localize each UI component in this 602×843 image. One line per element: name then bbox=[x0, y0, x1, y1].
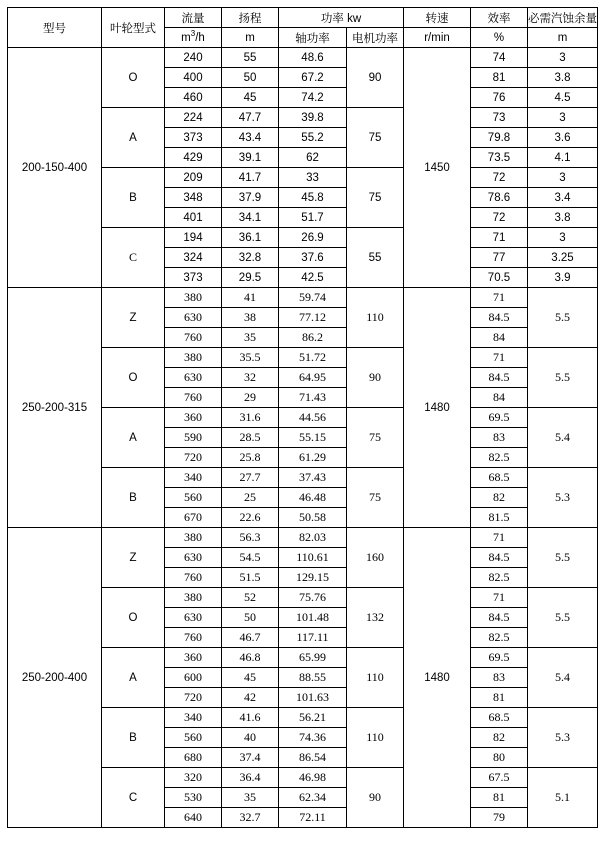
head-cell: 46.8 bbox=[222, 648, 279, 668]
head-cell: 41 bbox=[222, 288, 279, 308]
flow-cell: 680 bbox=[165, 748, 222, 768]
npsh-cell: 5.3 bbox=[528, 708, 598, 768]
flow-cell: 760 bbox=[165, 388, 222, 408]
shaft-power-cell: 46.48 bbox=[279, 488, 347, 508]
npsh-cell: 5.5 bbox=[528, 288, 598, 348]
shaft-power-cell: 117.11 bbox=[279, 628, 347, 648]
head-cell: 31.6 bbox=[222, 408, 279, 428]
head-cell: 32.8 bbox=[222, 248, 279, 268]
shaft-power-cell: 51.72 bbox=[279, 348, 347, 368]
header-flow: 流量 bbox=[165, 8, 222, 28]
flow-cell: 590 bbox=[165, 428, 222, 448]
flow-cell: 224 bbox=[165, 108, 222, 128]
head-cell: 37.9 bbox=[222, 188, 279, 208]
efficiency-cell: 84 bbox=[471, 388, 528, 408]
efficiency-cell: 83 bbox=[471, 428, 528, 448]
npsh-cell: 3.9 bbox=[528, 268, 598, 288]
head-cell: 34.1 bbox=[222, 208, 279, 228]
motor-power-cell: 160 bbox=[347, 528, 404, 588]
impeller-cell: Z bbox=[102, 528, 165, 588]
pump-performance-table bbox=[7, 7, 598, 828]
head-cell: 29 bbox=[222, 388, 279, 408]
head-cell: 27.7 bbox=[222, 468, 279, 488]
header-impeller: 叶轮型式 bbox=[102, 8, 165, 48]
npsh-cell: 3 bbox=[528, 48, 598, 68]
flow-cell: 720 bbox=[165, 688, 222, 708]
impeller-cell: O bbox=[102, 348, 165, 408]
efficiency-cell: 72 bbox=[471, 208, 528, 228]
npsh-cell: 5.5 bbox=[528, 588, 598, 648]
efficiency-cell: 70.5 bbox=[471, 268, 528, 288]
shaft-power-cell: 71.43 bbox=[279, 388, 347, 408]
flow-cell: 380 bbox=[165, 588, 222, 608]
efficiency-cell: 74 bbox=[471, 48, 528, 68]
shaft-power-cell: 74.36 bbox=[279, 728, 347, 748]
efficiency-cell: 77 bbox=[471, 248, 528, 268]
head-cell: 35.5 bbox=[222, 348, 279, 368]
efficiency-cell: 83 bbox=[471, 668, 528, 688]
head-cell: 40 bbox=[222, 728, 279, 748]
npsh-cell: 5.3 bbox=[528, 468, 598, 528]
shaft-power-cell: 86.54 bbox=[279, 748, 347, 768]
flow-cell: 630 bbox=[165, 548, 222, 568]
head-cell: 47.7 bbox=[222, 108, 279, 128]
efficiency-cell: 84.5 bbox=[471, 308, 528, 328]
flow-unit-sup: 3 bbox=[190, 28, 196, 38]
flow-cell: 429 bbox=[165, 148, 222, 168]
npsh-cell: 3 bbox=[528, 228, 598, 248]
flow-unit-base: m bbox=[181, 31, 191, 44]
motor-power-cell: 110 bbox=[347, 288, 404, 348]
shaft-power-cell: 50.58 bbox=[279, 508, 347, 528]
shaft-power-cell: 82.03 bbox=[279, 528, 347, 548]
efficiency-cell: 73 bbox=[471, 108, 528, 128]
shaft-power-cell: 55.2 bbox=[279, 128, 347, 148]
efficiency-cell: 71 bbox=[471, 348, 528, 368]
flow-cell: 340 bbox=[165, 708, 222, 728]
flow-cell: 360 bbox=[165, 408, 222, 428]
impeller-cell: O bbox=[102, 588, 165, 648]
impeller-cell: O bbox=[102, 48, 165, 108]
shaft-power-cell: 64.95 bbox=[279, 368, 347, 388]
shaft-power-cell: 45.8 bbox=[279, 188, 347, 208]
impeller-cell: A bbox=[102, 108, 165, 168]
flow-cell: 460 bbox=[165, 88, 222, 108]
speed-cell: 1480 bbox=[404, 288, 471, 528]
flow-cell: 348 bbox=[165, 188, 222, 208]
flow-cell: 360 bbox=[165, 648, 222, 668]
head-cell: 41.6 bbox=[222, 708, 279, 728]
efficiency-cell: 69.5 bbox=[471, 648, 528, 668]
shaft-power-cell: 55.15 bbox=[279, 428, 347, 448]
shaft-power-cell: 59.74 bbox=[279, 288, 347, 308]
flow-cell: 401 bbox=[165, 208, 222, 228]
header-flow-unit bbox=[165, 28, 222, 48]
flow-cell: 194 bbox=[165, 228, 222, 248]
flow-cell: 630 bbox=[165, 608, 222, 628]
flow-cell: 560 bbox=[165, 488, 222, 508]
header-motor-power: 电机功率 bbox=[347, 28, 404, 48]
model-cell: 200-150-400 bbox=[8, 48, 102, 288]
flow-cell: 530 bbox=[165, 788, 222, 808]
header-speed: 转速 bbox=[404, 8, 471, 28]
efficiency-cell: 81 bbox=[471, 688, 528, 708]
model-cell: 250-200-315 bbox=[8, 288, 102, 528]
head-cell: 54.5 bbox=[222, 548, 279, 568]
efficiency-cell: 84.5 bbox=[471, 368, 528, 388]
npsh-cell: 3 bbox=[528, 108, 598, 128]
efficiency-cell: 71 bbox=[471, 288, 528, 308]
flow-cell: 720 bbox=[165, 448, 222, 468]
shaft-power-cell: 33 bbox=[279, 168, 347, 188]
flow-cell: 340 bbox=[165, 468, 222, 488]
header-speed-unit: r/min bbox=[404, 28, 471, 48]
head-cell: 45 bbox=[222, 88, 279, 108]
header-efficiency: 效率 bbox=[471, 8, 528, 28]
flow-cell: 630 bbox=[165, 368, 222, 388]
shaft-power-cell: 44.56 bbox=[279, 408, 347, 428]
efficiency-cell: 72 bbox=[471, 168, 528, 188]
head-cell: 35 bbox=[222, 788, 279, 808]
head-cell: 22.6 bbox=[222, 508, 279, 528]
head-cell: 43.4 bbox=[222, 128, 279, 148]
efficiency-cell: 82.5 bbox=[471, 628, 528, 648]
efficiency-cell: 73.5 bbox=[471, 148, 528, 168]
head-cell: 55 bbox=[222, 48, 279, 68]
efficiency-cell: 81 bbox=[471, 68, 528, 88]
flow-cell: 640 bbox=[165, 808, 222, 828]
table-row bbox=[8, 288, 598, 308]
efficiency-cell: 71 bbox=[471, 228, 528, 248]
flow-cell: 373 bbox=[165, 128, 222, 148]
efficiency-cell: 84.5 bbox=[471, 608, 528, 628]
npsh-cell: 5.5 bbox=[528, 528, 598, 588]
npsh-cell: 3.25 bbox=[528, 248, 598, 268]
head-cell: 51.5 bbox=[222, 568, 279, 588]
flow-cell: 760 bbox=[165, 628, 222, 648]
impeller-cell: B bbox=[102, 708, 165, 768]
motor-power-cell: 75 bbox=[347, 168, 404, 228]
motor-power-cell: 75 bbox=[347, 108, 404, 168]
head-cell: 50 bbox=[222, 68, 279, 88]
head-cell: 38 bbox=[222, 308, 279, 328]
motor-power-cell: 132 bbox=[347, 588, 404, 648]
head-cell: 32 bbox=[222, 368, 279, 388]
efficiency-cell: 67.5 bbox=[471, 768, 528, 788]
efficiency-cell: 71 bbox=[471, 588, 528, 608]
shaft-power-cell: 62 bbox=[279, 148, 347, 168]
npsh-cell: 5.4 bbox=[528, 648, 598, 708]
shaft-power-cell: 42.5 bbox=[279, 268, 347, 288]
npsh-cell: 3.4 bbox=[528, 188, 598, 208]
efficiency-cell: 82 bbox=[471, 728, 528, 748]
npsh-cell: 4.5 bbox=[528, 88, 598, 108]
efficiency-cell: 76 bbox=[471, 88, 528, 108]
motor-power-cell: 55 bbox=[347, 228, 404, 288]
head-cell: 39.1 bbox=[222, 148, 279, 168]
efficiency-cell: 69.5 bbox=[471, 408, 528, 428]
header-head: 扬程 bbox=[222, 8, 279, 28]
efficiency-cell: 84.5 bbox=[471, 548, 528, 568]
head-cell: 46.7 bbox=[222, 628, 279, 648]
table-row bbox=[8, 48, 598, 68]
flow-cell: 209 bbox=[165, 168, 222, 188]
shaft-power-cell: 129.15 bbox=[279, 568, 347, 588]
npsh-cell: 3.8 bbox=[528, 68, 598, 88]
header-efficiency-unit: % bbox=[471, 28, 528, 48]
flow-cell: 760 bbox=[165, 328, 222, 348]
efficiency-cell: 79.8 bbox=[471, 128, 528, 148]
flow-cell: 373 bbox=[165, 268, 222, 288]
flow-cell: 380 bbox=[165, 288, 222, 308]
shaft-power-cell: 67.2 bbox=[279, 68, 347, 88]
efficiency-cell: 68.5 bbox=[471, 468, 528, 488]
flow-cell: 320 bbox=[165, 768, 222, 788]
shaft-power-cell: 65.99 bbox=[279, 648, 347, 668]
header-npsh-unit: m bbox=[528, 28, 598, 48]
shaft-power-cell: 110.61 bbox=[279, 548, 347, 568]
head-cell: 29.5 bbox=[222, 268, 279, 288]
efficiency-cell: 82.5 bbox=[471, 568, 528, 588]
npsh-cell: 3.6 bbox=[528, 128, 598, 148]
head-cell: 56.3 bbox=[222, 528, 279, 548]
flow-cell: 600 bbox=[165, 668, 222, 688]
flow-cell: 240 bbox=[165, 48, 222, 68]
flow-cell: 560 bbox=[165, 728, 222, 748]
impeller-cell: A bbox=[102, 648, 165, 708]
head-cell: 50 bbox=[222, 608, 279, 628]
impeller-cell: C bbox=[102, 768, 165, 828]
shaft-power-cell: 46.98 bbox=[279, 768, 347, 788]
motor-power-cell: 110 bbox=[347, 708, 404, 768]
head-cell: 36.1 bbox=[222, 228, 279, 248]
head-cell: 25 bbox=[222, 488, 279, 508]
shaft-power-cell: 86.2 bbox=[279, 328, 347, 348]
head-cell: 37.4 bbox=[222, 748, 279, 768]
impeller-cell: B bbox=[102, 468, 165, 528]
shaft-power-cell: 51.7 bbox=[279, 208, 347, 228]
header-power: 功率 kw bbox=[279, 8, 404, 28]
flow-cell: 380 bbox=[165, 348, 222, 368]
motor-power-cell: 75 bbox=[347, 468, 404, 528]
head-cell: 35 bbox=[222, 328, 279, 348]
shaft-power-cell: 39.8 bbox=[279, 108, 347, 128]
shaft-power-cell: 88.55 bbox=[279, 668, 347, 688]
flow-cell: 670 bbox=[165, 508, 222, 528]
model-cell: 250-200-400 bbox=[8, 528, 102, 828]
shaft-power-cell: 101.48 bbox=[279, 608, 347, 628]
speed-cell: 1480 bbox=[404, 528, 471, 828]
shaft-power-cell: 72.11 bbox=[279, 808, 347, 828]
shaft-power-cell: 74.2 bbox=[279, 88, 347, 108]
head-cell: 32.7 bbox=[222, 808, 279, 828]
efficiency-cell: 81 bbox=[471, 788, 528, 808]
shaft-power-cell: 75.76 bbox=[279, 588, 347, 608]
npsh-cell: 5.5 bbox=[528, 348, 598, 408]
efficiency-cell: 82 bbox=[471, 488, 528, 508]
head-cell: 28.5 bbox=[222, 428, 279, 448]
npsh-cell: 3 bbox=[528, 168, 598, 188]
npsh-cell: 3.8 bbox=[528, 208, 598, 228]
efficiency-cell: 81.5 bbox=[471, 508, 528, 528]
efficiency-cell: 84 bbox=[471, 328, 528, 348]
impeller-cell: B bbox=[102, 168, 165, 228]
header-shaft-power: 轴功率 bbox=[279, 28, 347, 48]
flow-cell: 324 bbox=[165, 248, 222, 268]
motor-power-cell: 90 bbox=[347, 348, 404, 408]
head-cell: 42 bbox=[222, 688, 279, 708]
shaft-power-cell: 37.43 bbox=[279, 468, 347, 488]
table-header bbox=[8, 8, 598, 48]
shaft-power-cell: 56.21 bbox=[279, 708, 347, 728]
head-cell: 52 bbox=[222, 588, 279, 608]
shaft-power-cell: 61.29 bbox=[279, 448, 347, 468]
header-model: 型号 bbox=[8, 8, 102, 48]
flow-cell: 380 bbox=[165, 528, 222, 548]
motor-power-cell: 90 bbox=[347, 48, 404, 108]
head-cell: 25.8 bbox=[222, 448, 279, 468]
efficiency-cell: 71 bbox=[471, 528, 528, 548]
npsh-cell: 5.4 bbox=[528, 408, 598, 468]
shaft-power-cell: 37.6 bbox=[279, 248, 347, 268]
shaft-power-cell: 26.9 bbox=[279, 228, 347, 248]
npsh-cell: 4.1 bbox=[528, 148, 598, 168]
efficiency-cell: 78.6 bbox=[471, 188, 528, 208]
efficiency-cell: 68.5 bbox=[471, 708, 528, 728]
speed-cell: 1450 bbox=[404, 48, 471, 288]
impeller-cell: C bbox=[102, 228, 165, 288]
motor-power-cell: 75 bbox=[347, 408, 404, 468]
efficiency-cell: 82.5 bbox=[471, 448, 528, 468]
flow-cell: 630 bbox=[165, 308, 222, 328]
shaft-power-cell: 48.6 bbox=[279, 48, 347, 68]
shaft-power-cell: 101.63 bbox=[279, 688, 347, 708]
impeller-cell: Z bbox=[102, 288, 165, 348]
flow-cell: 760 bbox=[165, 568, 222, 588]
shaft-power-cell: 77.12 bbox=[279, 308, 347, 328]
flow-unit-tail: /h bbox=[195, 31, 205, 44]
motor-power-cell: 110 bbox=[347, 648, 404, 708]
table-body bbox=[8, 48, 598, 828]
efficiency-cell: 79 bbox=[471, 808, 528, 828]
header-npsh: 必需汽蚀余量 bbox=[528, 8, 598, 28]
head-cell: 41.7 bbox=[222, 168, 279, 188]
table-row bbox=[8, 528, 598, 548]
flow-cell: 400 bbox=[165, 68, 222, 88]
impeller-cell: A bbox=[102, 408, 165, 468]
shaft-power-cell: 62.34 bbox=[279, 788, 347, 808]
npsh-cell: 5.1 bbox=[528, 768, 598, 828]
head-cell: 45 bbox=[222, 668, 279, 688]
motor-power-cell: 90 bbox=[347, 768, 404, 828]
header-head-unit: m bbox=[222, 28, 279, 48]
head-cell: 36.4 bbox=[222, 768, 279, 788]
efficiency-cell: 80 bbox=[471, 748, 528, 768]
